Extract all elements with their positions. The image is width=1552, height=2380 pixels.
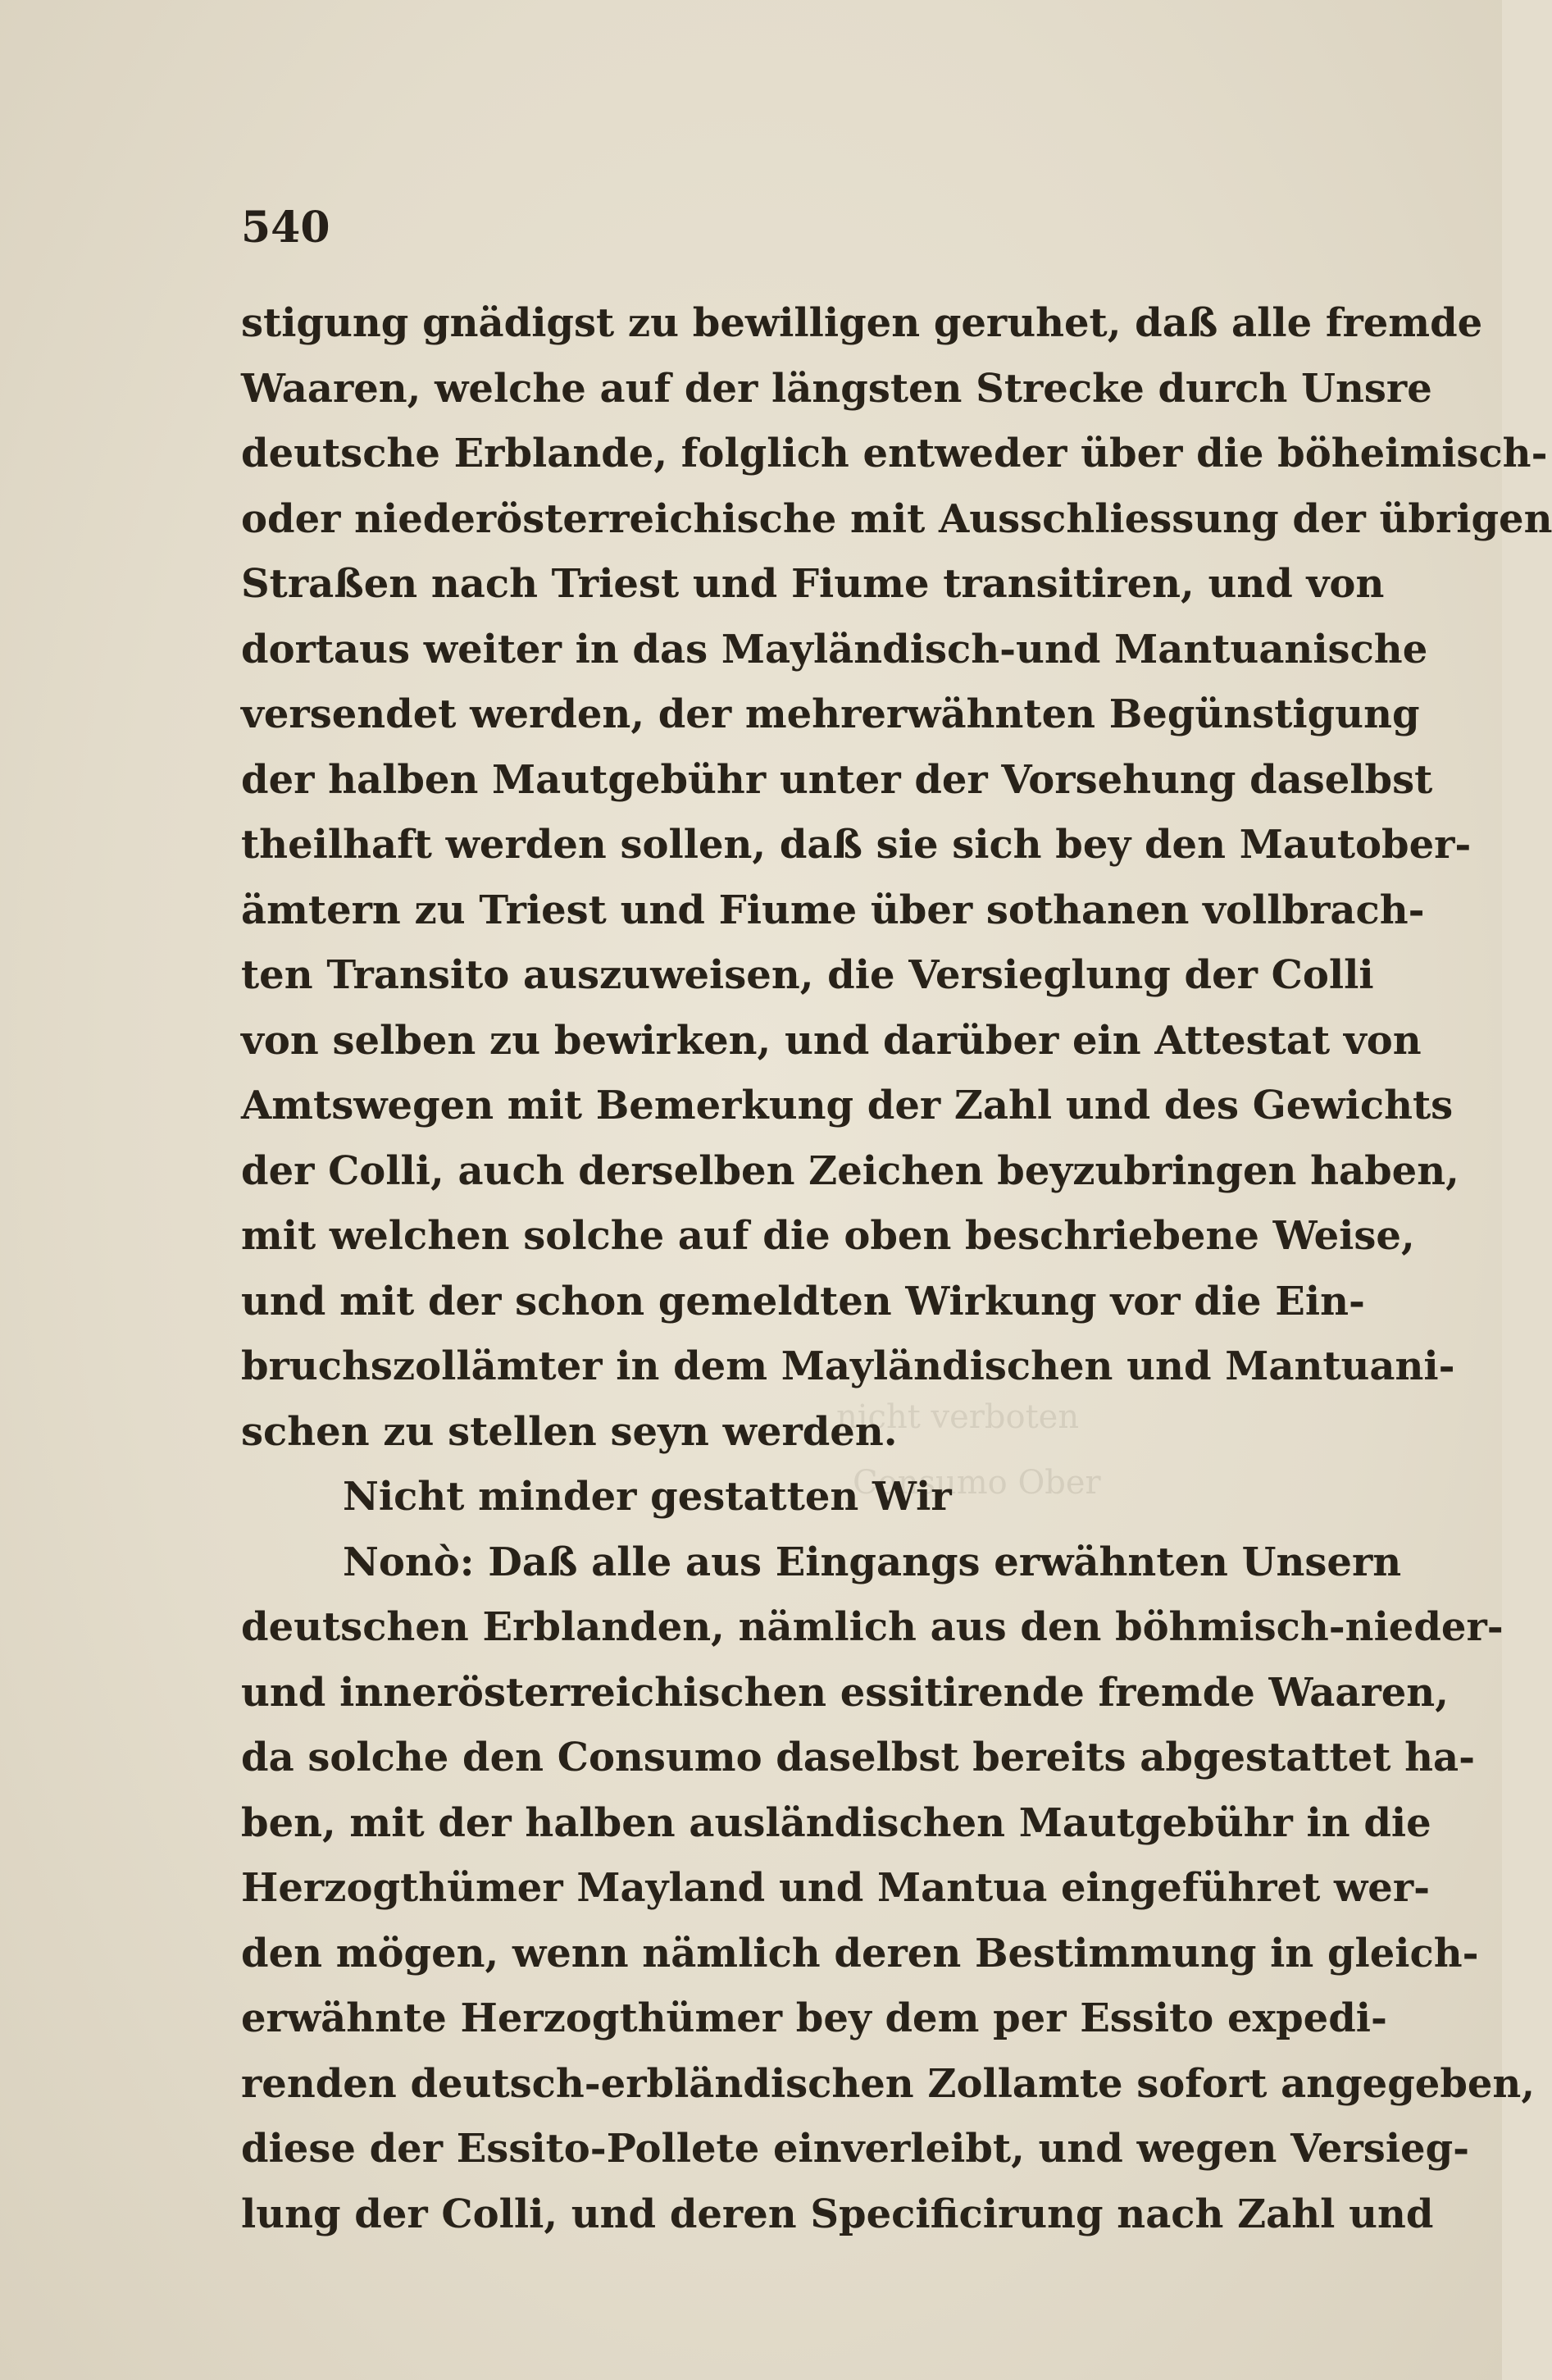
text-line: der halben Mautgebühr unter der Vorsehung daselbst <box>241 756 1433 803</box>
text-line: da solche den Consumo daselbst bereits abgestattet ha- <box>241 1735 1476 1780</box>
text-line: ben, mit der halben ausländischen Mautgebühr in die <box>241 1799 1431 1846</box>
body-text <box>241 291 1552 2247</box>
show-through-text: nicht verboten <box>836 1398 1080 1436</box>
text-line: renden deutsch-erbländischen Zollamte sofort angegeben, <box>241 2060 1536 2107</box>
text-line: deutsche Erblande, folglich entweder über die böheimisch- <box>241 431 1548 476</box>
paragraph-end-line: schen zu stellen seyn werden. <box>241 1408 898 1455</box>
text-line: lung der Colli, und deren Specificirung nach Zahl und <box>241 2191 1434 2237</box>
text-line: Herzogthümer Mayland und Mantua eingeführet wer- <box>241 1865 1431 1911</box>
paragraph-start-line: Nonò: Daß alle aus Eingangs erwähnten Unsern <box>343 1539 1402 1585</box>
text-line: ämtern zu Triest und Fiume über sothanen vollbrach- <box>241 887 1425 933</box>
text-line: oder niederösterreichische mit Ausschliessung der übrigen <box>241 495 1552 542</box>
page-number: 540 <box>241 203 330 253</box>
text-line: diese der Essito-Pollete einverleibt, und wegen Versieg- <box>241 2126 1470 2172</box>
text-line: der Colli, auch derselben Zeichen beyzubringen haben, <box>241 1147 1459 1194</box>
text-line: deutschen Erblanden, nämlich aus den böhmisch-nieder- <box>241 1604 1504 1650</box>
text-line: dortaus weiter in das Mayländisch-und Mantuanische <box>241 626 1428 673</box>
text-line: stigung gnädigst zu bewilligen geruhet, daß alle fremde <box>241 300 1483 346</box>
text-line: ten Transito auszuweisen, die Versieglung der Colli <box>241 952 1374 998</box>
text-line: bruchszollämter in dem Mayländischen und Mantuani- <box>241 1343 1455 1389</box>
show-through-text: Consumo Ober <box>853 1464 1101 1502</box>
text-line: den mögen, wenn nämlich deren Bestimmung in gleich- <box>241 1930 1479 1976</box>
paragraph-start-line: Nicht minder gestatten Wir <box>343 1474 952 1520</box>
text-line: theilhaft werden sollen, daß sie sich bey den Mautober- <box>241 822 1472 868</box>
text-line: von selben zu bewirken, und darüber ein Attestat von <box>241 1017 1422 1064</box>
text-line: Amtswegen mit Bemerkung der Zahl und des Gewichts <box>241 1083 1454 1128</box>
text-line: Waaren, welche auf der längsten Strecke durch Unsre <box>241 365 1432 412</box>
text-line: und innerösterreichischen essitirende fremde Waaren, <box>241 1669 1449 1716</box>
text-line: und mit der schon gemeldten Wirkung vor die Ein- <box>241 1278 1365 1325</box>
text-line: versendet werden, der mehrerwähnten Begünstigung <box>241 691 1420 737</box>
text-line: erwähnte Herzogthümer bey dem per Essito expedi- <box>241 1995 1387 2041</box>
text-line: Straßen nach Triest und Fiume transitiren, und von <box>241 561 1385 607</box>
text-line: mit welchen solche auf die oben beschriebene Weise, <box>241 1213 1415 1259</box>
